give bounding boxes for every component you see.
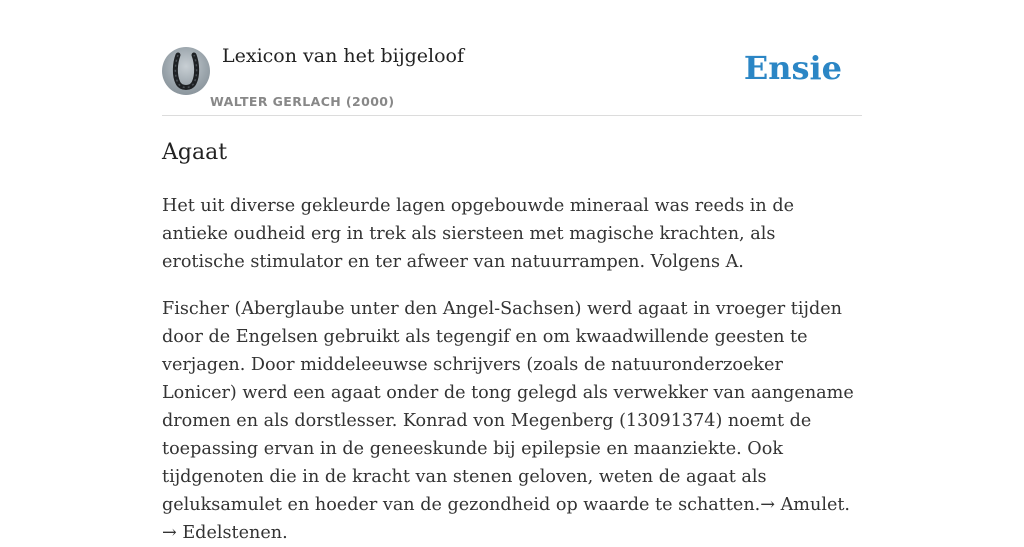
entry-title: Agaat	[162, 140, 228, 165]
entry-paragraph: Fischer (Aberglaube unter den Angel-Sachsen) werd agaat in vroeger tijden door de Engelsen gebruikt als tegengif en om kwaadwillende geesten te verjagen. Door middeleeuwse schrijvers (zoals de natuuronderzoeker Lonicer) werd een agaat onder de tong gelegd als verwekker van aangename dromen en als dorstlesser. Konrad von Megenberg (13091374) noemt de toepassing ervan in de geneeskunde bij epilepsie en maanziekte. Ook tijdgenoten die in de kracht van stenen geloven, weten de agaat als geluksamulet en hoeder van de gezondheid op waarde te schatten.→ Amulet. → Edelstenen.	[162, 299, 854, 543]
horseshoe-icon-graphic	[162, 47, 210, 95]
brand-logo[interactable]: Ensie	[743, 49, 842, 87]
article-header	[162, 0, 862, 116]
article	[162, 0, 862, 543]
entry-paragraph: Het uit diverse gekleurde lagen opgebouwde mineraal was reeds in de antieke oudheid erg in trek als siersteen met magische krachten, als erotische stimulator en ter afweer van natuurrampen. Volgens A.	[162, 196, 795, 272]
book-title[interactable]: Lexicon van het bijgeloof	[222, 45, 465, 67]
horseshoe-icon[interactable]	[162, 47, 210, 95]
author-name[interactable]: WALTER GERLACH (2000)	[210, 94, 395, 109]
